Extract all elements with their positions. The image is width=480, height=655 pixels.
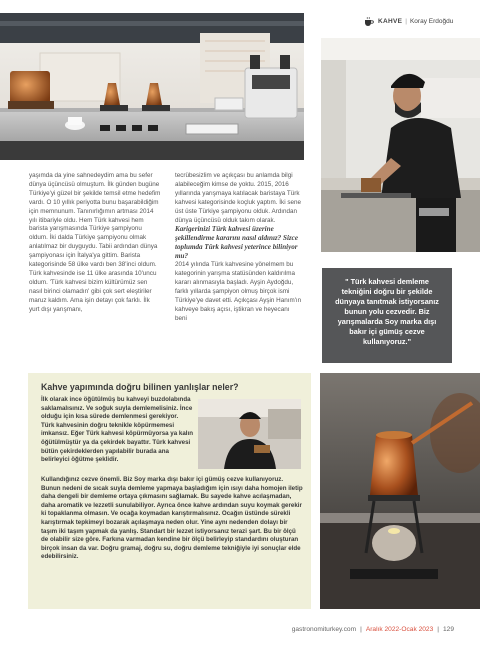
page-number: 129 bbox=[442, 626, 454, 633]
section-label: KAHVE bbox=[378, 17, 403, 25]
footer-separator: | bbox=[437, 626, 439, 633]
header-separator: | bbox=[405, 17, 407, 25]
page-footer bbox=[292, 626, 454, 633]
author-name: Koray Erdoğdu bbox=[409, 17, 454, 25]
site-url: gastronomiturkey.com bbox=[291, 626, 357, 633]
pull-quote bbox=[322, 268, 452, 363]
coffee-bar-illustration bbox=[0, 13, 304, 160]
cezve-photo bbox=[320, 373, 480, 609]
barista-photo bbox=[321, 38, 480, 252]
barista-inset-illustration bbox=[198, 399, 301, 469]
box-text-top: İlk olarak ince öğütülmüş bu kahveyi buzdolabında saklamalısınız. Ve soğuk suyla demlemelisiniz. İnce olduğu için kısa sürede demlenmesi gerekiyor. Türk kahvesinin doğru teknikle köpürmemesi imkansız. Eğer Türk kahvesi köpürmüyorsa ya kalın öğütülmüştür ya da çekirdek bayattır. Türk kahvesi bütün çekirdeklerden yapılabilir burada ana belirleyici öğütme şeklidir. bbox=[41, 396, 194, 464]
cezve-illustration bbox=[320, 373, 480, 609]
body-paragraph: tecrübesizlim ve açıkçası bu anlamda bilgi alabileceğim kimse de yoktu. 2015, 2016 yıllarında yarışmaya katılacak baristaya Türk kahvesi kategorisinde koçluk yaptım. İki sene üst üste Türkiye şampiyonu olduk. Ardından dünya üçüncüsü olduk takım olarak. bbox=[175, 172, 301, 224]
body-paragraph: yaşımda da yine sahnedeydim ama bu sefer dünya üçüncüsü olmuştum. İlk günden bugüne Türkiye'yi güzel bir şekilde temsil etme hedefim vardı. O 10 yıllık periyotta bunu başarabildiğim için memnunum. Tanınırlığımın artması 2014 yılı itibariyle oldu. Hem Türk kahvesi hem barista yarışmasında Türkiye şampiyonu oldum. İki dalda Türkiye şampiyonu olmak anlatılmaz bir duyguydu. Tabii ardından dünya şampiyonası için İtalya'ya gittim. Barista kategorisinde 58 ülke vardı ben 38'inci oldum. Türk kahvesinde ise 11 ülke arasında 10'uncu oldum. 'Türk kahvesi bizim kültürümüz sen nasıl birinci olamadın' gibi çok sert eleştiriler maruz kaldım. Ama işin detayı çok farklı. İlk yurt dışı yarışmanı, bbox=[29, 172, 161, 313]
box-title: Kahve yapımında doğru bilinen yanlışlar neler? bbox=[41, 382, 239, 392]
body-column-1 bbox=[29, 172, 161, 372]
issue-date: Aralık 2022-Ocak 2023 bbox=[365, 626, 434, 633]
coffee-cup-icon bbox=[364, 17, 374, 26]
barista-inset-photo bbox=[198, 399, 301, 469]
footer-separator: | bbox=[360, 626, 362, 633]
barista-illustration bbox=[321, 38, 480, 252]
sidebar-box bbox=[28, 373, 311, 609]
pull-quote-text: " Türk kahvesi demleme tekniğini doğru bir şekilde dünyaya tanıtmak istiyorsanız bunun yolu cezvedir. Biz yarışmalarda Soy marka dışı bakır içi gümüş cezve kullanıyoruz." bbox=[335, 277, 439, 346]
interview-question: Karigerinizi Türk kahvesi üzerine şekillendirme kararını nasıl aldınız? Sizce toplumda Türk kahvesi yeterince biliniyor mu? bbox=[175, 225, 298, 261]
body-column-2 bbox=[175, 172, 303, 372]
box-text-bottom: Kullandığınız cezve önemli. Biz Soy marka dışı bakır içi gümüş cezve kullanıyoruz. Bunun nedeni de sıcak suyla demleme yapmaya başladığım için ısıyı daha homojen iletip daha dengeli bir demleme ortaya çıkmasını sağlamak. Bu sayede kahve acılaşmadan, daha aromatik ve lezzetli sunulabiliyor. Ayrıca önce kahve ardından suyu koymak gerekir ki topaklanma olmasın. Ve ocağa koymadan karıştırmalısınız. Ocağın üstünde sürekli karıştırmak tepkimeyi bozarak açılaşmaya neden olur. Yine aynı nedenden dolayı bir taşım iki taşım yapmak da yanlış. Standart bir lezzet istiyorsanız terazi şart. Bu bir ölçü de olabilir size göre. Farkına varmadan kendine bir ölçü belirleyip standardını oluşturan birçok insan da var. Doğru gramaj, doğru su, doğru demleme tekniğiyle iyi sonuçlar elde edebilirsiniz. bbox=[41, 476, 303, 561]
running-header bbox=[364, 14, 453, 28]
coffee-bar-photo bbox=[0, 13, 304, 160]
body-paragraph: 2014 yılında Türk kahvesine yönelmem bu kategorinin yarışma statüsünden kaldırılma kararı alınmasıyla başladı. Ayşin Aydoğdu, farklı yıllarda şampiyon olmuş birçok ismi Türkiye'ye davet etti. Açıkçası Ayşin Hanım'ın kahveye bakış açısı, iştikran ve heyecanı beni bbox=[175, 261, 302, 322]
